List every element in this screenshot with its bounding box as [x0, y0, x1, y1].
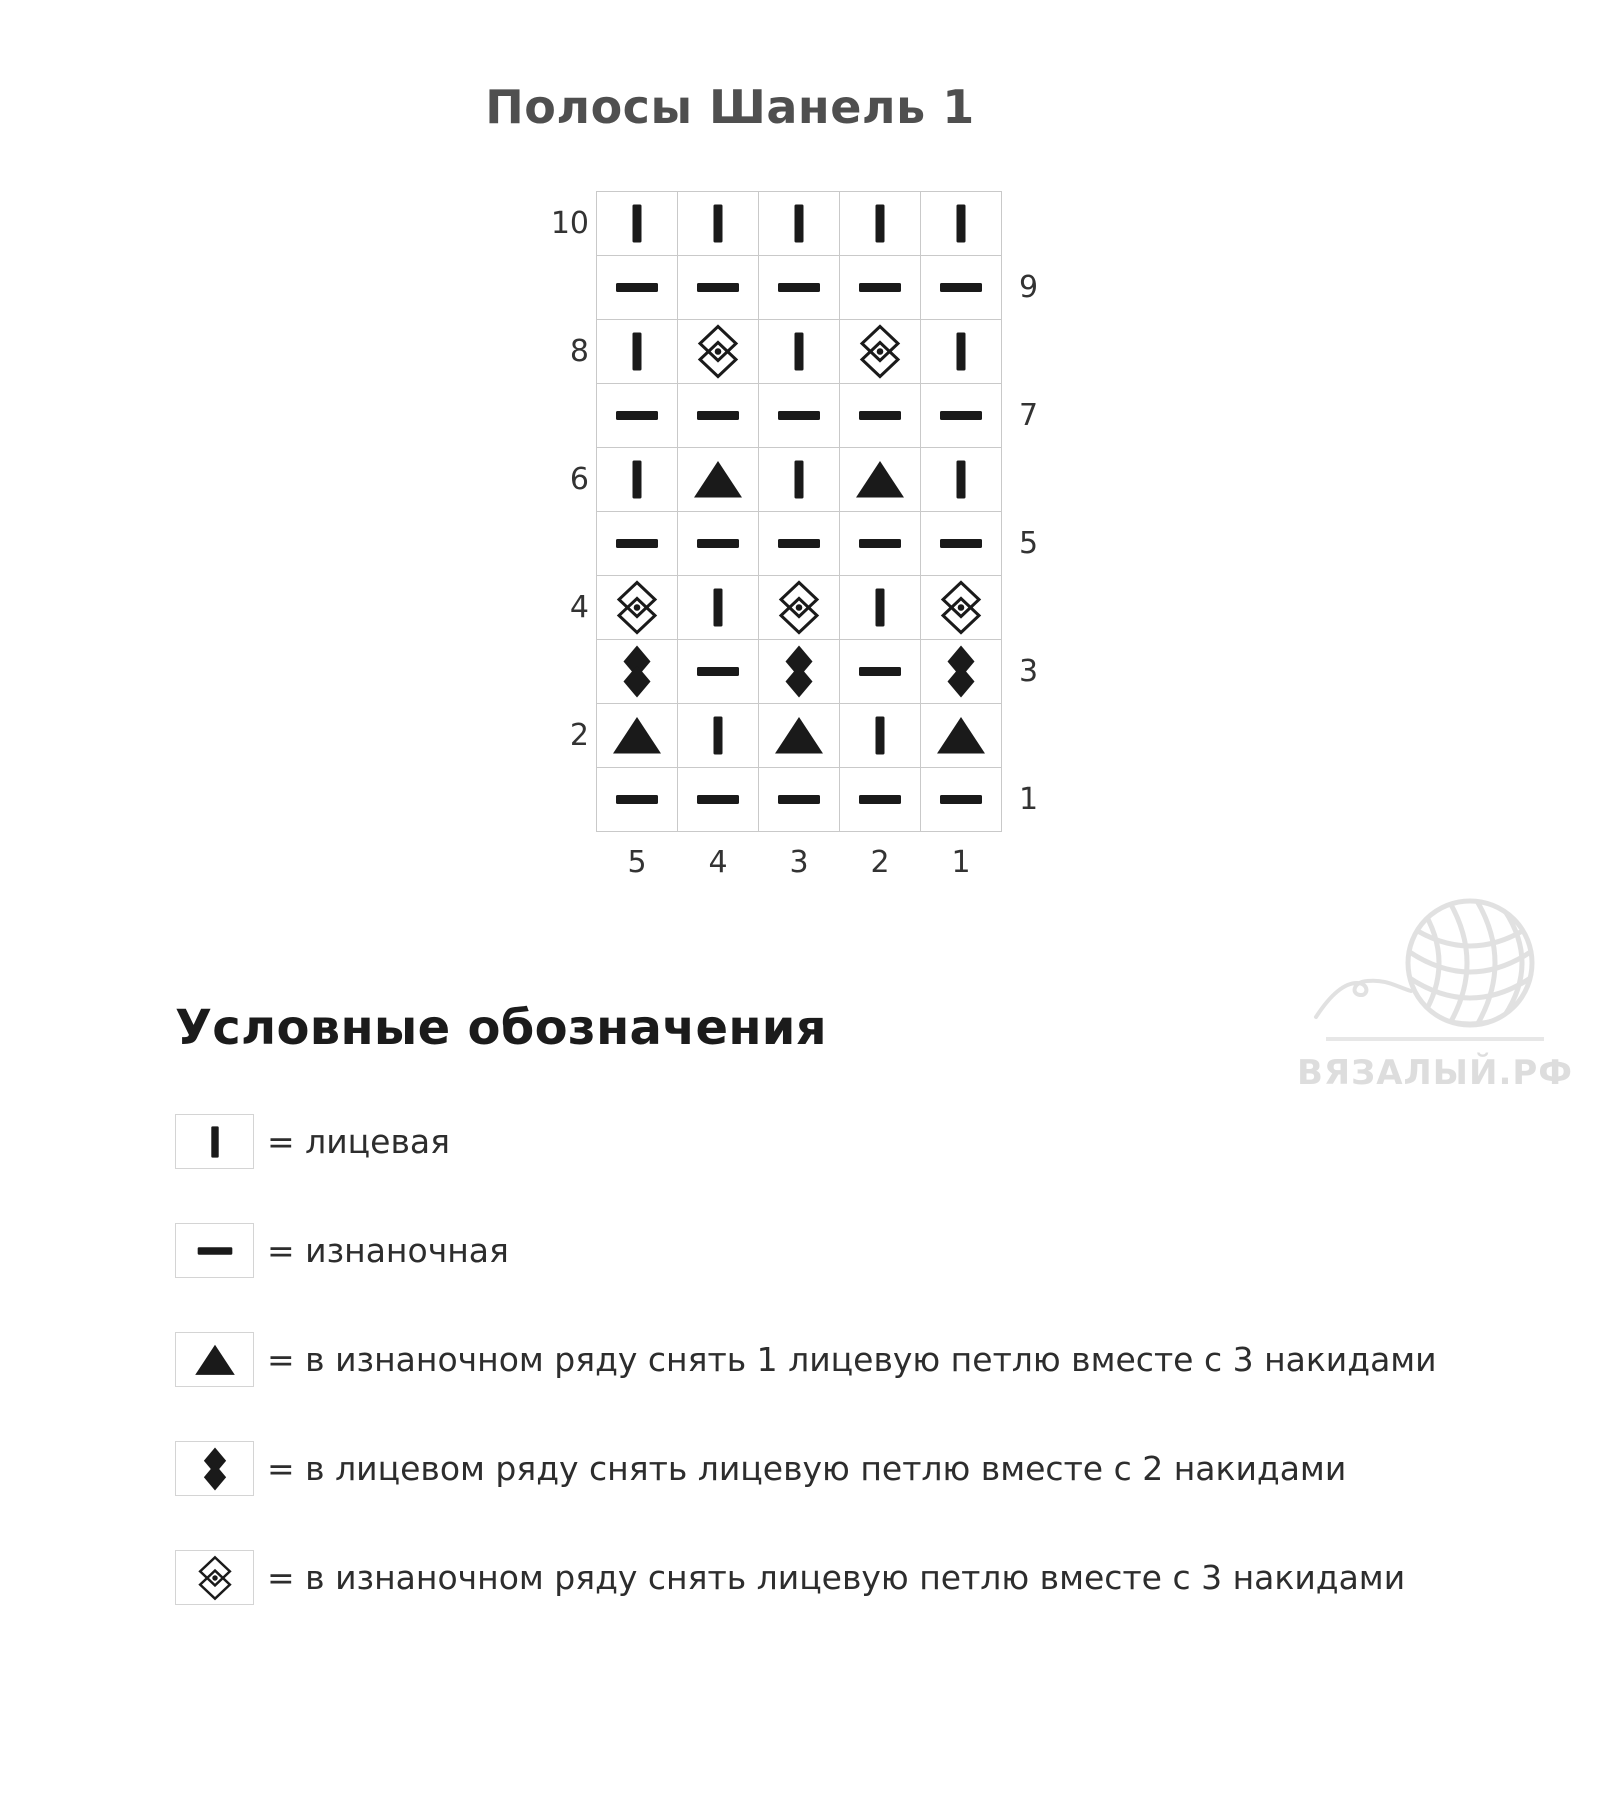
chart-cell	[597, 192, 677, 255]
row-number: 5	[1019, 526, 1039, 561]
chart-cell	[840, 384, 920, 447]
row-number: 6	[569, 462, 589, 497]
legend-heading: Условные обозначения	[175, 1000, 827, 1056]
legend-symbol-box	[175, 1550, 254, 1605]
legend-item	[175, 1114, 1515, 1169]
chart-cell	[921, 640, 1001, 703]
purl-stitch-icon	[597, 256, 677, 319]
chart-cell	[678, 384, 758, 447]
purl-stitch-icon	[840, 256, 920, 319]
chart-cell	[597, 576, 677, 639]
column-number: 4	[708, 845, 728, 880]
purl-stitch-icon	[597, 512, 677, 575]
knit-stitch-icon	[182, 1116, 248, 1168]
page-title: Полосы Шанель 1	[485, 80, 975, 134]
chart-cell	[597, 512, 677, 575]
chart-cell	[597, 768, 677, 831]
chart-cell	[597, 640, 677, 703]
chart-cell	[840, 768, 920, 831]
purl-stitch-icon	[597, 384, 677, 447]
chart-cell	[597, 448, 677, 511]
chart-cell	[759, 704, 839, 767]
knit-stitch-icon	[597, 448, 677, 511]
row-number: 3	[1019, 654, 1039, 689]
watermark-text: ВЯЗАЛЫЙ.РФ	[1296, 1053, 1574, 1093]
triangle-icon	[840, 448, 920, 511]
purl-stitch-icon	[840, 640, 920, 703]
purl-stitch-icon	[678, 512, 758, 575]
chart-cell	[921, 704, 1001, 767]
chart-cell	[759, 512, 839, 575]
chart-cell	[678, 576, 758, 639]
chart-cell	[840, 192, 920, 255]
chart-cell	[678, 448, 758, 511]
legend-label: = в изнаночном ряду снять лицевую петлю вместе с 3 накидами	[267, 1558, 1406, 1597]
row-number: 9	[1019, 270, 1039, 305]
purl-stitch-icon	[921, 256, 1001, 319]
row-number: 1	[1019, 782, 1039, 817]
filled-double-diamond-icon	[597, 640, 677, 703]
legend-item	[175, 1441, 1515, 1496]
chart-cell	[759, 576, 839, 639]
purl-stitch-icon	[921, 384, 1001, 447]
knit-stitch-icon	[840, 576, 920, 639]
legend-item	[175, 1332, 1515, 1387]
chart-cell	[921, 192, 1001, 255]
chart-cell	[678, 768, 758, 831]
legend-label: = лицевая	[267, 1122, 450, 1161]
row-number: 10	[550, 206, 589, 241]
chart-cell	[678, 192, 758, 255]
chart-cell	[921, 256, 1001, 319]
knit-stitch-icon	[840, 192, 920, 255]
knit-stitch-icon	[759, 448, 839, 511]
open-double-diamond-icon	[182, 1552, 248, 1604]
purl-stitch-icon	[759, 512, 839, 575]
chart-grid	[596, 191, 1002, 832]
chart-cell	[678, 320, 758, 383]
chart-cell	[678, 512, 758, 575]
purl-stitch-icon	[182, 1225, 248, 1277]
chart-cell	[921, 576, 1001, 639]
row-number: 8	[569, 334, 589, 369]
legend-symbol-box	[175, 1114, 254, 1169]
legend-label: = изнаночная	[267, 1231, 509, 1270]
purl-stitch-icon	[597, 768, 677, 831]
knit-stitch-icon	[921, 320, 1001, 383]
purl-stitch-icon	[921, 512, 1001, 575]
knit-stitch-icon	[678, 192, 758, 255]
chart-cell	[840, 704, 920, 767]
purl-stitch-icon	[840, 512, 920, 575]
purl-stitch-icon	[840, 768, 920, 831]
column-number: 5	[627, 845, 647, 880]
purl-stitch-icon	[678, 384, 758, 447]
legend-label: = в лицевом ряду снять лицевую петлю вместе с 2 накидами	[267, 1449, 1347, 1488]
legend-item	[175, 1550, 1515, 1605]
chart-cell	[921, 512, 1001, 575]
open-double-diamond-icon	[597, 576, 677, 639]
chart-cell	[759, 640, 839, 703]
chart-cell	[597, 704, 677, 767]
purl-stitch-icon	[921, 768, 1001, 831]
chart-cell	[759, 256, 839, 319]
chart-cell	[678, 256, 758, 319]
legend-label: = в изнаночном ряду снять 1 лицевую петлю вместе с 3 накидами	[267, 1340, 1437, 1379]
knit-stitch-icon	[759, 192, 839, 255]
knit-stitch-icon	[678, 704, 758, 767]
column-number: 1	[951, 845, 971, 880]
chart-cell	[840, 256, 920, 319]
legend-symbol-box	[175, 1332, 254, 1387]
knit-stitch-icon	[597, 320, 677, 383]
chart-cell	[759, 192, 839, 255]
chart-cell	[840, 640, 920, 703]
purl-stitch-icon	[678, 640, 758, 703]
chart-cell	[840, 576, 920, 639]
legend-item	[175, 1223, 1515, 1278]
purl-stitch-icon	[759, 768, 839, 831]
chart-cell	[597, 256, 677, 319]
row-number: 4	[569, 590, 589, 625]
row-number: 2	[569, 718, 589, 753]
knit-stitch-icon	[840, 704, 920, 767]
legend-symbol-box	[175, 1223, 254, 1278]
triangle-icon	[921, 704, 1001, 767]
chart-cell	[840, 448, 920, 511]
open-double-diamond-icon	[678, 320, 758, 383]
knit-stitch-icon	[921, 192, 1001, 255]
triangle-icon	[759, 704, 839, 767]
purl-stitch-icon	[759, 256, 839, 319]
purl-stitch-icon	[759, 384, 839, 447]
purl-stitch-icon	[678, 256, 758, 319]
row-number: 7	[1019, 398, 1039, 433]
chart-cell	[597, 384, 677, 447]
knit-stitch-icon	[597, 192, 677, 255]
purl-stitch-icon	[678, 768, 758, 831]
chart-cell	[921, 320, 1001, 383]
legend-symbol-box	[175, 1441, 254, 1496]
knit-stitch-icon	[759, 320, 839, 383]
chart-cell	[921, 384, 1001, 447]
triangle-icon	[597, 704, 677, 767]
open-double-diamond-icon	[921, 576, 1001, 639]
column-number: 3	[789, 845, 809, 880]
chart-cell	[759, 448, 839, 511]
filled-double-diamond-icon	[182, 1443, 248, 1495]
chart-cell	[678, 704, 758, 767]
chart-cell	[759, 768, 839, 831]
knit-stitch-icon	[921, 448, 1001, 511]
chart-cell	[678, 640, 758, 703]
open-double-diamond-icon	[840, 320, 920, 383]
legend	[175, 1000, 1515, 1659]
knitting-chart	[541, 191, 1574, 1093]
chart-cell	[840, 512, 920, 575]
chart-cell	[921, 768, 1001, 831]
chart-cell	[840, 320, 920, 383]
filled-double-diamond-icon	[759, 640, 839, 703]
filled-double-diamond-icon	[921, 640, 1001, 703]
chart-cell	[921, 448, 1001, 511]
open-double-diamond-icon	[759, 576, 839, 639]
purl-stitch-icon	[840, 384, 920, 447]
triangle-icon	[182, 1334, 248, 1386]
legend-items	[175, 1114, 1515, 1605]
triangle-icon	[678, 448, 758, 511]
chart-cell	[759, 384, 839, 447]
knit-stitch-icon	[678, 576, 758, 639]
chart-cell	[759, 320, 839, 383]
chart-cell	[597, 320, 677, 383]
column-number: 2	[870, 845, 890, 880]
